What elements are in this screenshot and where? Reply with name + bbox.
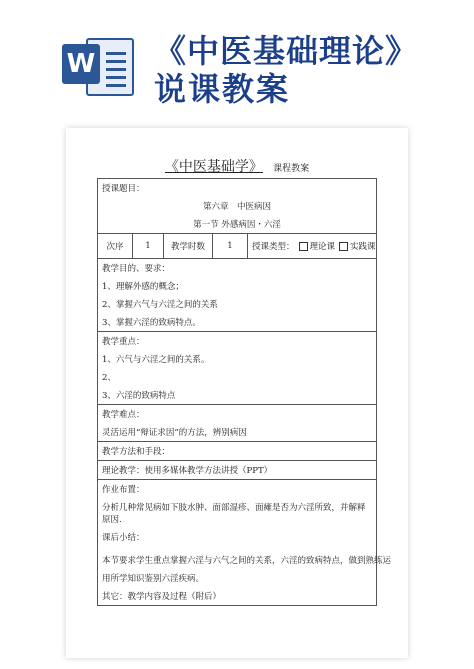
goals-label: 教学目的、要求： <box>102 264 171 274</box>
page-title: 《中医基础理论》 <box>154 32 419 70</box>
hours-label: 教学时数 <box>164 234 213 258</box>
course-title: 《中医基础学》 <box>164 159 263 175</box>
difficulty-text: 灵活运用“辩证求因”的方法，辨别病因 <box>102 428 247 438</box>
order-value: 1 <box>133 234 164 258</box>
header-banner <box>0 0 474 120</box>
methods-row <box>98 442 376 461</box>
doc-label: 课程教案 <box>273 164 310 174</box>
goal-item: 3、掌握六淫的致病特点。 <box>102 318 201 328</box>
info-row <box>98 234 376 259</box>
keypoints-row <box>98 332 376 442</box>
keypoint-item: 1、六气与六淫之间的关系。 <box>102 355 210 365</box>
doc-title <box>66 156 408 176</box>
keypoints-label: 教学重点： <box>102 337 145 347</box>
word-doc-icon <box>62 34 132 96</box>
page-subtitle: 说课教案 <box>154 70 291 108</box>
practice-option: 实践课 <box>350 242 376 252</box>
other-text: 其它：教学内容及过程（附后） <box>102 592 222 602</box>
goal-item: 2、掌握六气与六淫之间的关系 <box>102 300 218 310</box>
theory-checkbox <box>299 242 308 251</box>
homework-label: 作业布置： <box>102 485 145 495</box>
summary-line: 本节要求学生重点掌握六淫与六气之间的关系，六淫的致病特点，做到熟练运 <box>102 556 392 566</box>
order-label: 次序 <box>98 234 133 258</box>
methods-label: 教学方法和手段： <box>102 447 171 457</box>
section-text: 第一节 外感病因・六淫 <box>193 220 281 230</box>
topic-row <box>98 179 376 234</box>
type-label: 授课类型： <box>252 242 295 252</box>
methods-content-row <box>98 461 376 480</box>
word-badge: W <box>62 44 100 84</box>
goals-row <box>98 259 376 332</box>
summary-line: 用所学知识鉴别六淫疾病。 <box>102 574 205 584</box>
homework-text: 分析几种常见病如下肢水肿、面部湿疹、面瘫是否为六淫所致，并解释原因. <box>102 503 366 525</box>
practice-checkbox <box>339 242 348 251</box>
type-cell <box>248 234 376 258</box>
keypoint-item: 2、 <box>102 373 116 383</box>
theory-option: 理论课 <box>309 242 336 252</box>
homework-row <box>98 480 392 605</box>
lesson-plan-table <box>97 178 392 606</box>
goal-item: 1、理解外感的概念； <box>102 282 184 292</box>
difficulty-label: 教学难点： <box>98 404 376 423</box>
summary-label: 课后小结： <box>102 533 145 543</box>
topic-label: 授课题目： <box>102 184 145 194</box>
methods-text: 理论教学：使用多媒体教学方法讲授（PPT） <box>102 466 273 476</box>
chapter-text: 第六章 中医病因 <box>202 202 271 212</box>
hours-value: 1 <box>213 234 248 258</box>
keypoint-item: 3、六淫的致病特点 <box>102 391 176 401</box>
